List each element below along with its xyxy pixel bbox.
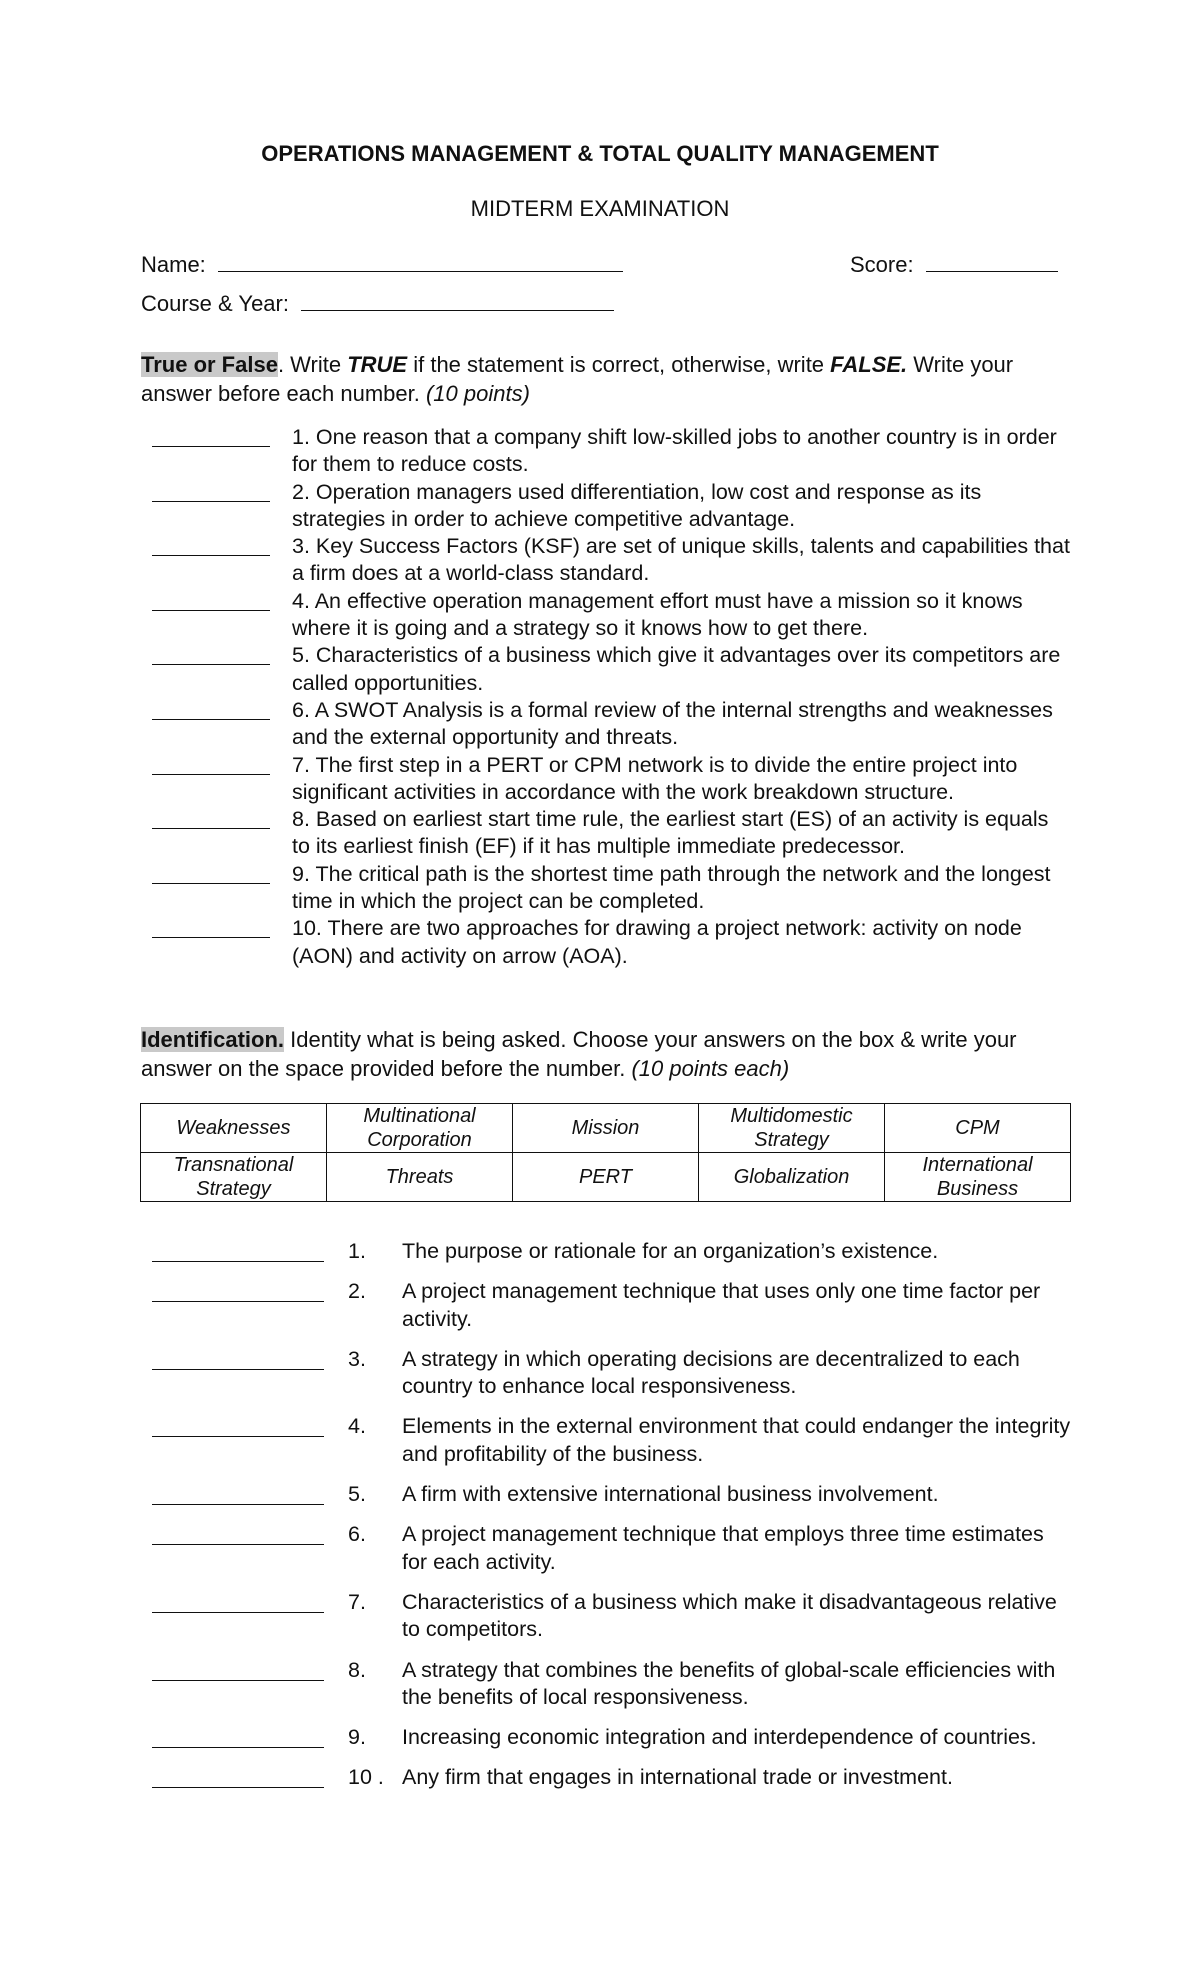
id-answer-blank[interactable]: [152, 1747, 324, 1748]
tf-question: [152, 533, 1072, 588]
id-answer-blank[interactable]: [152, 1261, 324, 1262]
tf-question: [152, 424, 1072, 479]
tf-question: [152, 642, 1072, 697]
tf-question: [152, 806, 1072, 861]
choice-cell: Weaknesses: [141, 1104, 327, 1153]
score-field-row: [850, 252, 1058, 278]
id-question-number: 1.: [348, 1239, 366, 1263]
choice-cell: Globalization: [699, 1153, 885, 1202]
id-question-text: A project management technique that employs three time estimates for each activity.: [402, 1522, 1044, 1574]
id-answer-blank[interactable]: [152, 1504, 324, 1505]
id-question-text: The purpose or rationale for an organization’s existence.: [402, 1239, 939, 1263]
tf-answer-blank[interactable]: [152, 555, 270, 556]
id-answer-blank[interactable]: [152, 1301, 324, 1302]
course-label: Course & Year:: [141, 291, 289, 316]
tf-instr-part1: . Write: [277, 352, 348, 377]
id-question-number: 7.: [348, 1589, 366, 1614]
choice-cell: Threats: [327, 1153, 513, 1202]
id-question-number: 4.: [348, 1414, 366, 1439]
id-question: [152, 1657, 1072, 1712]
tf-points: (10 points): [425, 381, 530, 406]
choice-cell: Transnational Strategy: [141, 1153, 327, 1202]
score-label: Score:: [850, 252, 914, 277]
choice-cell: Multidomestic Strategy: [699, 1104, 885, 1153]
name-label: Name:: [141, 252, 206, 277]
tf-instr-part3: Write your answer before each number.: [141, 352, 1014, 406]
true-word: TRUE: [347, 352, 408, 377]
tf-question-text: 10. There are two approaches for drawing a project network: activity on node (AON) and activity on arrow (AOA).: [292, 916, 1022, 968]
course-blank[interactable]: [301, 292, 614, 311]
id-question-number: 3.: [348, 1346, 366, 1371]
id-answer-blank[interactable]: [152, 1544, 324, 1545]
tf-answer-blank[interactable]: [152, 828, 270, 829]
choice-cell: Mission: [513, 1104, 699, 1153]
id-points: (10 points each): [631, 1056, 790, 1081]
id-question-number: 6.: [348, 1522, 366, 1547]
id-question-number: 10 .: [348, 1765, 384, 1790]
tf-answer-blank[interactable]: [152, 719, 270, 720]
tf-question: [152, 752, 1072, 807]
id-answer-blank[interactable]: [152, 1612, 324, 1613]
id-question: [152, 1589, 1072, 1644]
id-instr-text: Identity what is being asked. Choose your answers on the box & write your answer on the space provided before the number.: [141, 1027, 1017, 1081]
id-question: [152, 1481, 1072, 1508]
tf-answer-blank[interactable]: [152, 883, 270, 884]
name-blank[interactable]: [218, 253, 623, 272]
id-answer-blank[interactable]: [152, 1787, 324, 1788]
tf-answer-blank[interactable]: [152, 501, 270, 502]
tf-question-text: 4. An effective operation management effort must have a mission so it knows where it is going and a strategy so it knows how to get there.: [292, 588, 1023, 641]
name-field-row: [141, 252, 623, 278]
tf-answer-blank[interactable]: [152, 664, 270, 665]
id-question-text: A strategy in which operating decisions are decentralized to each country to enhance local responsiveness.: [402, 1346, 1020, 1399]
id-question: [152, 1521, 1072, 1576]
id-question-text: Elements in the external environment that could endanger the integrity and profitability of the business.: [402, 1414, 1071, 1466]
tf-question: [152, 479, 1072, 534]
id-question: [152, 1346, 1072, 1401]
id-question-number: 9.: [348, 1725, 366, 1750]
choices-row: [141, 1104, 1071, 1153]
id-question-text: Increasing economic integration and interdependence of countries.: [402, 1725, 1037, 1750]
choices-row: [141, 1153, 1071, 1202]
id-question-number: 8.: [348, 1657, 366, 1682]
tf-question: [152, 861, 1072, 916]
id-question: [152, 1764, 1072, 1791]
answer-choices-box: [140, 1103, 1071, 1202]
choice-cell: CPM: [885, 1104, 1071, 1153]
course-field-row: [141, 291, 614, 317]
exam-subtitle: MIDTERM EXAMINATION: [470, 196, 730, 221]
identification-heading: Identification.: [141, 1027, 284, 1052]
tf-question-text: 1. One reason that a company shift low-skilled jobs to another country is in order for them to reduce costs.: [292, 425, 1057, 477]
id-question-text: Characteristics of a business which make it disadvantageous relative to competitors.: [402, 1589, 1057, 1642]
id-question: [152, 1238, 1072, 1265]
true-false-heading: True or False: [141, 352, 278, 377]
true-false-instructions: [141, 350, 1071, 408]
score-blank[interactable]: [926, 253, 1058, 272]
tf-question-text: 7. The first step in a PERT or CPM network is to divide the entire project into significant activities in accordance with the work breakdown structure.: [292, 752, 1018, 804]
choice-cell: Multinational Corporation: [327, 1104, 513, 1153]
tf-question-text: 6. A SWOT Analysis is a formal review of the internal strengths and weaknesses and the external opportunity and threats.: [292, 697, 1053, 750]
id-question-text: A project management technique that uses only one time factor per activity.: [402, 1279, 1041, 1331]
id-question: [152, 1413, 1072, 1468]
true-false-list: [152, 424, 1072, 970]
tf-question: [152, 697, 1072, 752]
tf-question-text: 9. The critical path is the shortest time path through the network and the longest time in which the project can be completed.: [292, 861, 1051, 914]
tf-question: [152, 915, 1072, 970]
tf-question-text: 3. Key Success Factors (KSF) are set of unique skills, talents and capabilities that a firm does at a world-class standard.: [292, 534, 1070, 586]
false-word: FALSE.: [830, 352, 908, 377]
tf-answer-blank[interactable]: [152, 937, 270, 938]
id-question: [152, 1278, 1072, 1333]
id-answer-blank[interactable]: [152, 1680, 324, 1681]
tf-question-text: 8. Based on earliest start time rule, the earliest start (ES) of an activity is equals to its earliest finish (EF) if it has multiple immediate predecessor.: [292, 807, 1049, 859]
choice-cell: International Business: [885, 1153, 1071, 1202]
id-question-text: Any firm that engages in international trade or investment.: [402, 1765, 953, 1790]
id-answer-blank[interactable]: [152, 1369, 324, 1370]
tf-answer-blank[interactable]: [152, 446, 270, 447]
tf-question: [152, 588, 1072, 643]
id-question-number: 2.: [348, 1279, 366, 1304]
tf-question-text: 5. Characteristics of a business which give it advantages over its competitors are called opportunities.: [292, 643, 1061, 695]
tf-answer-blank[interactable]: [152, 774, 270, 775]
id-question-number: 5.: [348, 1482, 366, 1507]
identification-list: [152, 1238, 1072, 1805]
tf-answer-blank[interactable]: [152, 610, 270, 611]
tf-question-text: 2. Operation managers used differentiation, low cost and response as its strategies in order to achieve competitive advantage.: [292, 479, 982, 531]
choice-cell: PERT: [513, 1153, 699, 1202]
tf-instr-part2: if the statement is correct, otherwise, write: [407, 352, 831, 377]
id-question: [152, 1724, 1072, 1751]
id-answer-blank[interactable]: [152, 1436, 324, 1437]
id-question-text: A strategy that combines the benefits of global-scale efficiencies with the benefits of local responsiveness.: [402, 1657, 1056, 1709]
id-question-text: A firm with extensive international business involvement.: [402, 1482, 939, 1507]
exam-title: OPERATIONS MANAGEMENT & TOTAL QUALITY MANAGEMENT: [261, 141, 939, 166]
identification-instructions: [141, 1025, 1071, 1083]
